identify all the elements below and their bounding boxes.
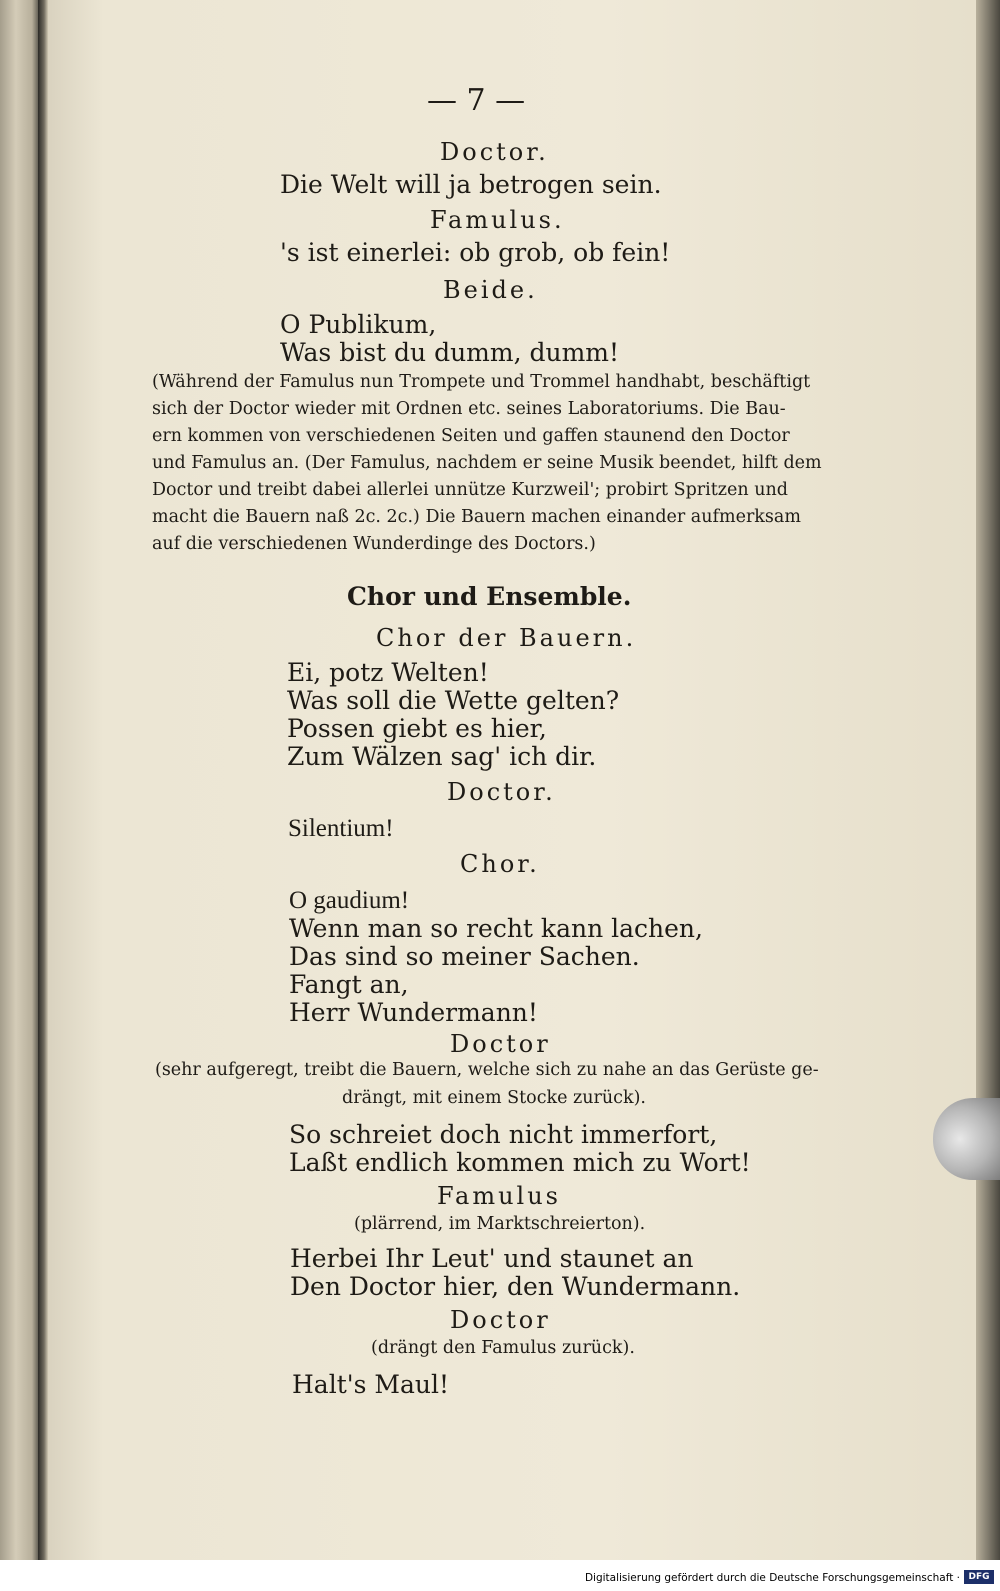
- stage-direction-line: (Während der Famulus nun Trompete und Trommel handhabt, beschäftigt: [152, 372, 811, 392]
- verse-line: Fangt an,: [289, 970, 409, 999]
- stage-direction-line: (drängt den Famulus zurück).: [371, 1338, 635, 1358]
- verse-line: Herbei Ihr Leut' und staunet an: [290, 1244, 694, 1273]
- verse-line: Possen giebt es hier,: [287, 714, 547, 743]
- stage-direction-line: sich der Doctor wieder mit Ordnen etc. seines Laboratoriums. Die Bau-: [152, 399, 786, 419]
- previous-page-edge: [0, 0, 40, 1560]
- page-number: — 7 —: [427, 83, 526, 118]
- verse-line: Zum Wälzen sag' ich dir.: [287, 742, 597, 771]
- stage-direction-line: ern kommen von verschiedenen Seiten und gaffen staunend den Doctor: [152, 426, 790, 446]
- verse-line: O Publikum,: [280, 310, 437, 339]
- section-heading: Chor und Ensemble.: [347, 582, 632, 611]
- verse-line: Herr Wundermann!: [289, 998, 538, 1027]
- verse-line: O gaudium!: [289, 887, 410, 914]
- verse-line: So schreiet doch nicht immerfort,: [289, 1120, 718, 1149]
- book-gutter: [38, 0, 48, 1560]
- digitization-credit: Digitalisierung gefördert durch die Deutsche Forschungsgemeinschaft ·: [584, 1572, 960, 1584]
- speaker-famulus: Famulus.: [430, 206, 565, 234]
- speaker-famulus: Famulus: [437, 1182, 561, 1210]
- stage-direction-line: (plärrend, im Marktschreierton).: [354, 1214, 646, 1234]
- verse-line: Ei, potz Welten!: [287, 658, 489, 687]
- speaker-doctor: Doctor.: [440, 138, 549, 166]
- speaker-beide: Beide.: [443, 276, 538, 304]
- stage-direction-line: und Famulus an. (Der Famulus, nachdem er seine Musik beendet, hilft dem: [152, 453, 822, 473]
- verse-line: 's ist einerlei: ob grob, ob fein!: [280, 238, 671, 267]
- verse-line: Das sind so meiner Sachen.: [289, 942, 640, 971]
- stage-direction-line: (sehr aufgeregt, treibt die Bauern, welche sich zu nahe an das Gerüste ge-: [155, 1060, 819, 1080]
- verse-line: Den Doctor hier, den Wundermann.: [290, 1272, 741, 1301]
- verse-line: Halt's Maul!: [292, 1370, 450, 1399]
- dfg-logo: DFG: [964, 1570, 994, 1584]
- verse-line: Was soll die Wette gelten?: [287, 686, 620, 715]
- stage-direction-line: Doctor und treibt dabei allerlei unnütze Kurzweil'; probirt Spritzen und: [152, 480, 788, 500]
- stage-direction-line: macht die Bauern naß 2c. 2c.) Die Bauern machen einander aufmerksam: [152, 507, 801, 527]
- verse-line: Silentium!: [288, 815, 394, 842]
- page-right-edge: [976, 0, 1000, 1560]
- stage-direction-line: auf die verschiedenen Wunderdinge des Doctors.): [152, 534, 596, 554]
- stage-direction-line: drängt, mit einem Stocke zurück).: [342, 1088, 646, 1108]
- speaker-doctor: Doctor.: [447, 778, 556, 806]
- verse-line: Die Welt will ja betrogen sein.: [280, 170, 662, 199]
- speaker-chor: Chor.: [460, 850, 540, 878]
- speaker-doctor: Doctor: [450, 1030, 551, 1058]
- speaker-chor-der-bauern: Chor der Bauern.: [376, 624, 637, 652]
- verse-line: Was bist du dumm, dumm!: [280, 338, 620, 367]
- speaker-doctor: Doctor: [450, 1306, 551, 1334]
- verse-line: Laßt endlich kommen mich zu Wort!: [289, 1148, 751, 1177]
- verse-line: Wenn man so recht kann lachen,: [289, 914, 703, 943]
